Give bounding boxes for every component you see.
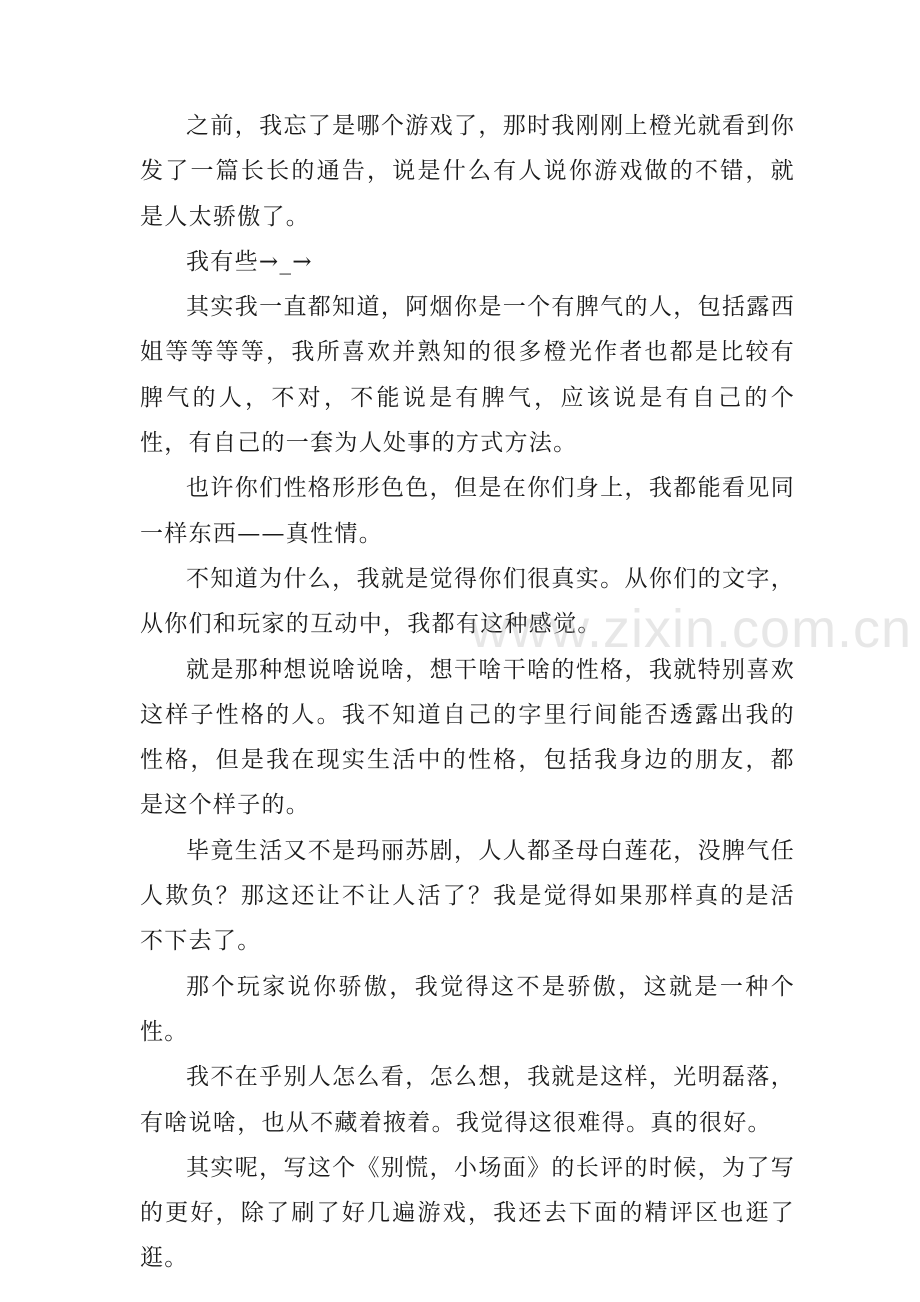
paragraph-8: 那个玩家说你骄傲，我觉得这不是骄傲，这就是一种个性。 (140, 973, 795, 1045)
paragraph-4: 也许你们性格形形色色，但是在你们身上，我都能看见同一样东西——真性情。 (140, 475, 795, 547)
paragraph-7: 毕竟生活又不是玛丽苏剧，人人都圣母白莲花，没脾气任人欺负？那这还让不让人活了？我是觉得如果那样真的是活不下去了。 (140, 837, 795, 955)
paragraph-3: 其实我一直都知道，阿烟你是一个有脾气的人，包括露西姐等等等等，我所喜欢并熟知的很多橙光作者也都是比较有脾气的人，不对，不能说是有脾气，应该说是有自己的个性，有自己的一套为人处事的方式方法。 (140, 294, 795, 457)
paragraph-5: 不知道为什么，我就是觉得你们很真实。从你们的文字，从你们和玩家的互动中，我都有这种感觉。 (140, 565, 795, 638)
paragraph-6: 就是那种想说啥说啥，想干啥干啥的性格，我就特别喜欢这样子性格的人。我不知道自己的字里行间能否透露出我的性格，但是我在现实生活中的性格，包括我身边的朋友，都是这个样子的。 (140, 656, 795, 819)
paragraph-1: 之前，我忘了是哪个游戏了，那时我刚刚上橙光就看到你发了一篇长长的通告，说是什么有人说你游戏做的不错，就是人太骄傲了。 (140, 113, 795, 230)
document-body (140, 104, 795, 1282)
watermark: www.zixin.com.cn (470, 599, 913, 659)
paragraph-9: 我不在乎别人怎么看，怎么想，我就是这样，光明磊落，有啥说啥，也从不藏着掖着。我觉得这很难得。真的很好。 (140, 1064, 795, 1136)
paragraph-2: 我有些→_→ (186, 248, 313, 275)
paragraph-10: 其实呢，写这个《别慌，小场面》的长评的时候，为了写的更好，除了刷了好几遍游戏，我还去下面的精评区也逛了逛。 (140, 1154, 795, 1272)
